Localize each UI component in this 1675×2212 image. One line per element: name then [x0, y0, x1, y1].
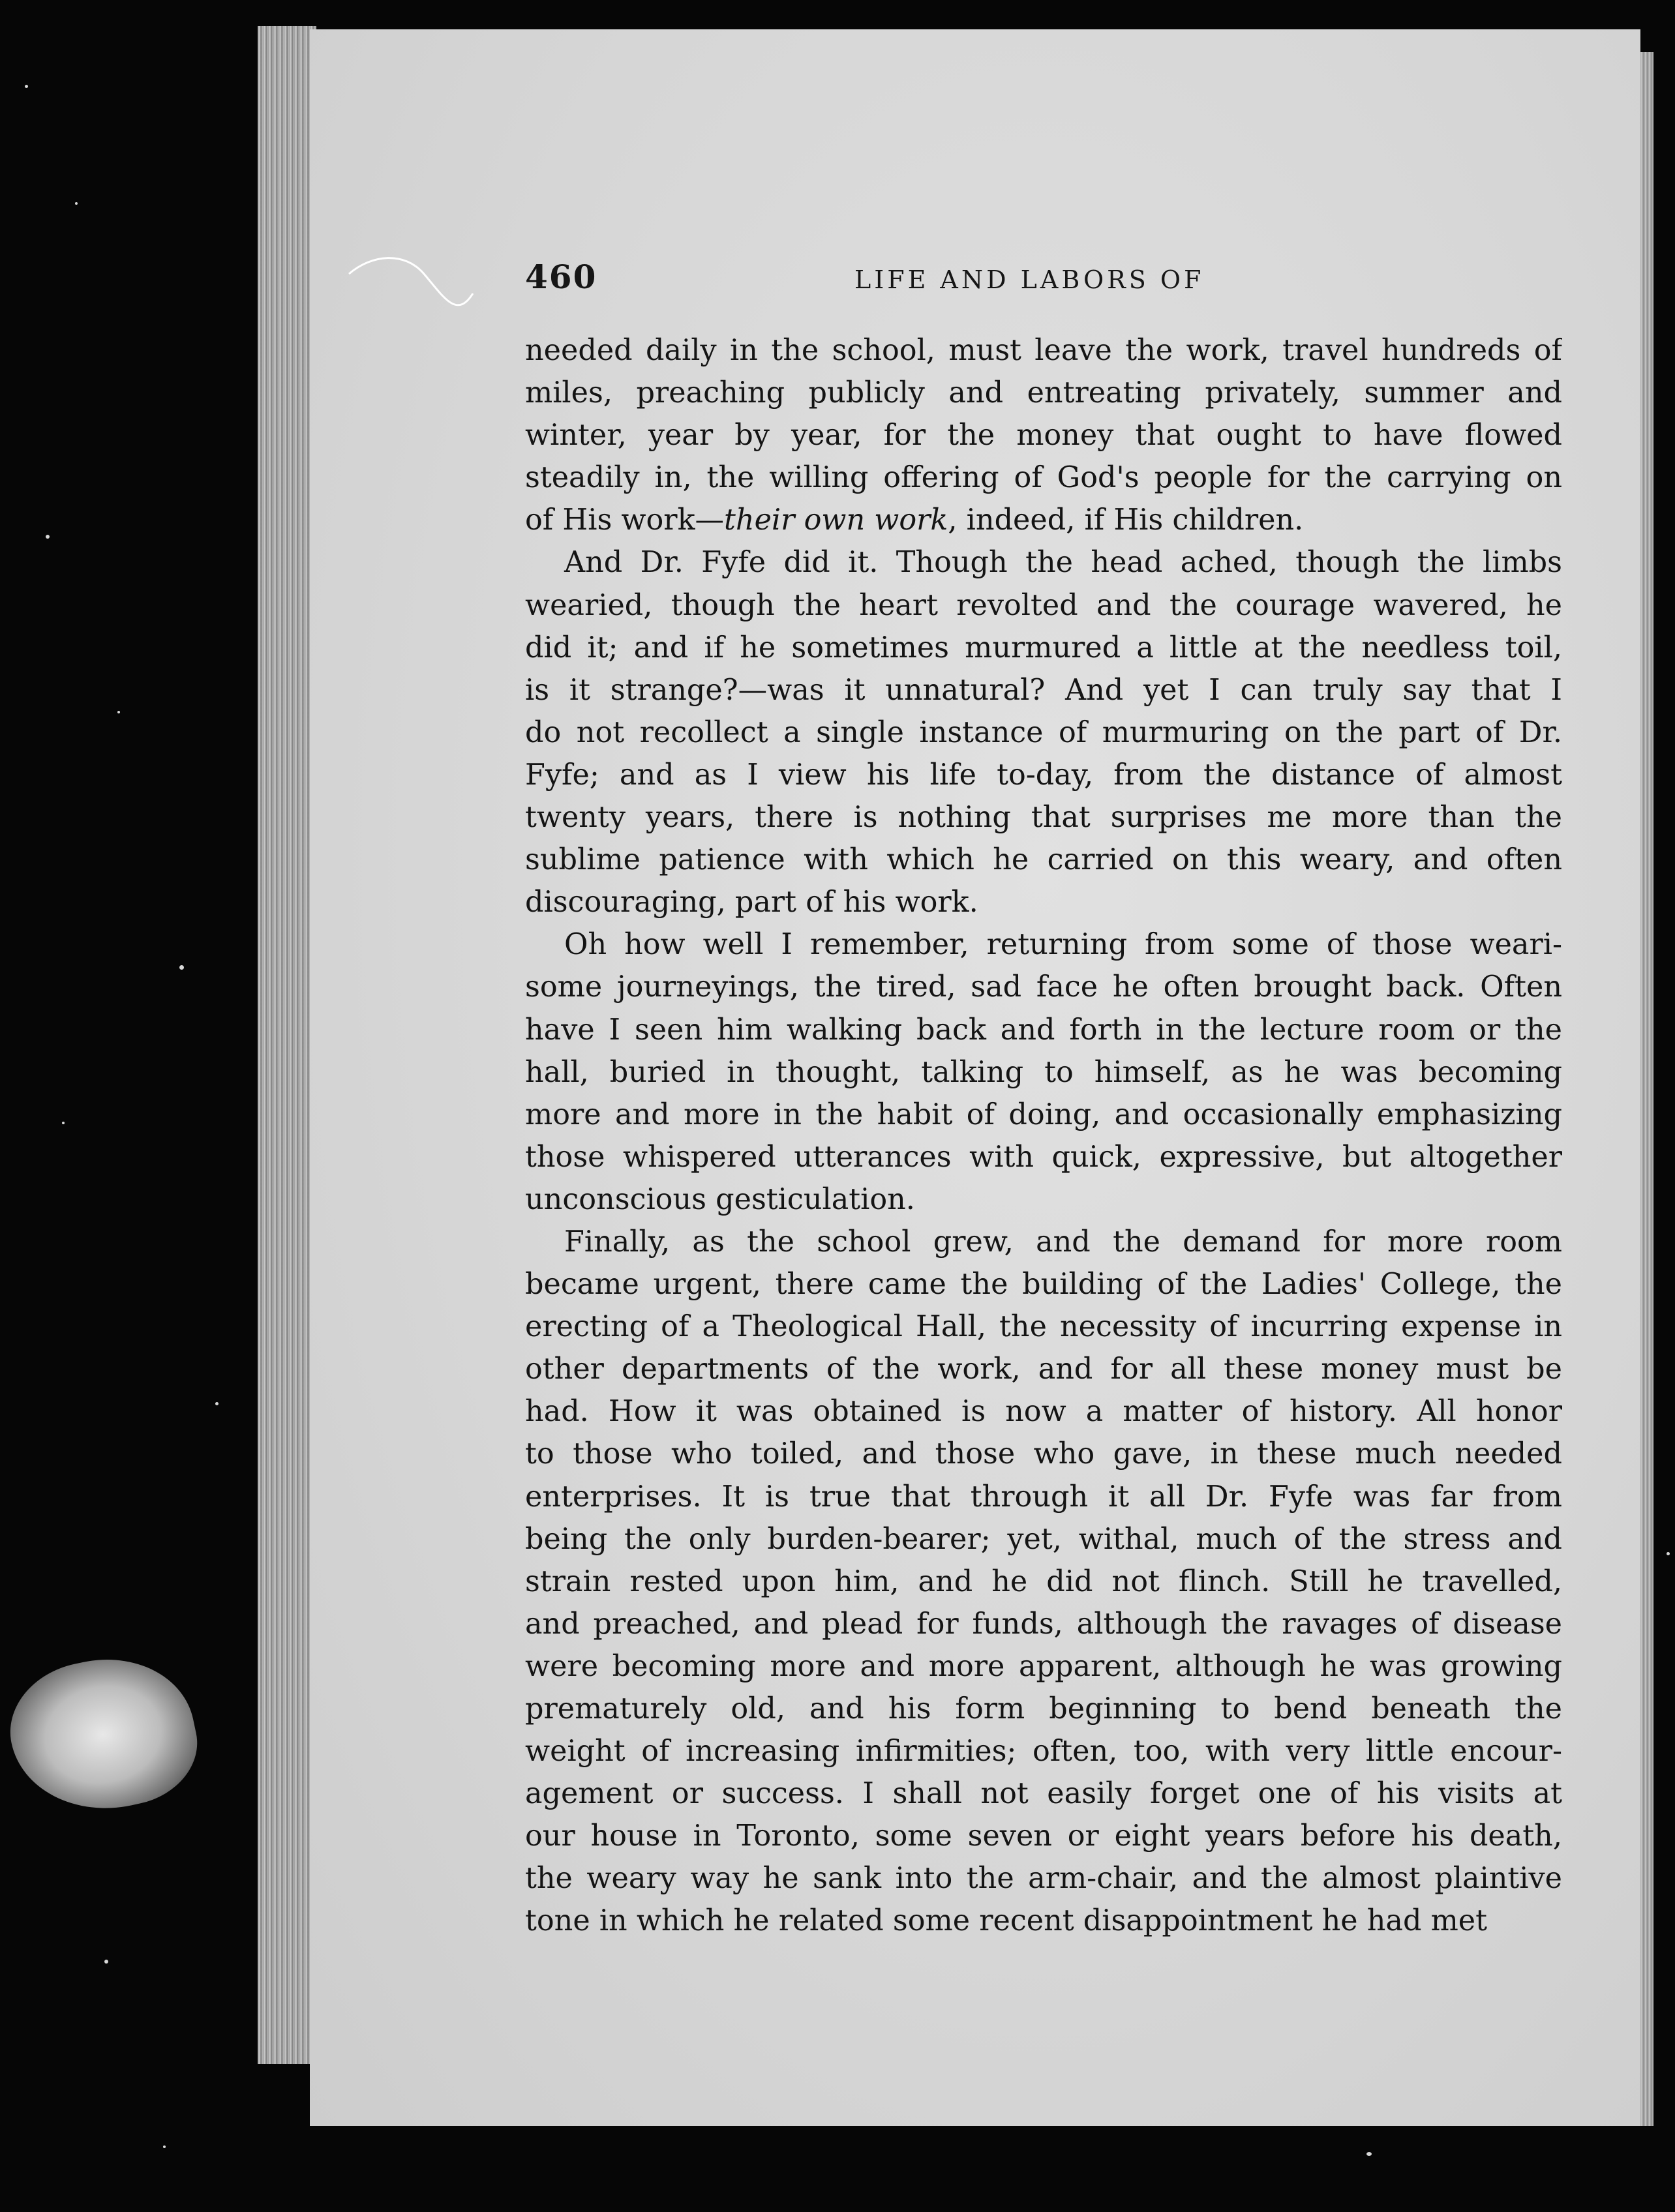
- text-line: strain rested upon him, and he did not flinch. Still he travelled,: [525, 1564, 1562, 1598]
- dust-speck: [117, 711, 120, 713]
- text-line: our house in Toronto, some seven or eight years before his death,: [525, 1819, 1562, 1853]
- text-line: more and more in the habit of doing, and occasionally emphasizing: [525, 1098, 1562, 1131]
- text-line: weight of increasing infirmities; often, too, with very little encour-: [525, 1735, 1562, 1769]
- text-line: sublime patience with which he carried on this weary, and often: [525, 843, 1562, 877]
- text-line: do not recollect a single instance of murmuring on the part of Dr.: [525, 715, 1562, 749]
- dust-speck: [1667, 1552, 1670, 1555]
- dust-speck: [1366, 2152, 1372, 2156]
- text-line: other departments of the work, and for all these money must be: [525, 1353, 1562, 1386]
- text-line: being the only burden-bearer; yet, withal, much of the stress and: [525, 1522, 1562, 1556]
- page-header: [525, 258, 1569, 303]
- text-line: and preached, and plead for funds, although the ravages of disease: [525, 1607, 1562, 1641]
- text-line: erecting of a Theological Hall, the necessity of incurring expense in: [525, 1310, 1562, 1344]
- text-line: prematurely old, and his form beginning to bend beneath the: [525, 1692, 1562, 1726]
- running-head: LIFE AND LABORS OF: [854, 265, 1205, 294]
- text-line: steadily in, the willing offering of God's people for the carrying on: [525, 461, 1562, 495]
- dust-speck: [25, 85, 28, 88]
- text-line: Fyfe; and as I view his life to-day, from the distance of almost: [525, 758, 1562, 792]
- text-line: miles, preaching publicly and entreating privately, summer and: [525, 376, 1562, 410]
- dust-speck: [179, 965, 184, 970]
- dust-speck: [62, 1122, 65, 1124]
- dust-speck: [46, 535, 50, 539]
- dust-speck: [75, 202, 78, 205]
- text-line: enterprises. It is true that through it all Dr. Fyfe was far from: [525, 1480, 1562, 1514]
- text-line: those whispered utterances with quick, expressive, but altogether: [525, 1140, 1562, 1174]
- text-line: had. How it was obtained is now a matter of history. All honor: [525, 1395, 1562, 1429]
- dust-speck: [163, 2145, 166, 2148]
- text-line: And Dr. Fyfe did it. Though the head ached, though the limbs: [564, 546, 1562, 580]
- text-line: became urgent, there came the building of the Ladies' College, the: [525, 1268, 1562, 1302]
- text-line: the weary way he sank into the arm-chair, and the almost plaintive: [525, 1862, 1562, 1896]
- text-line: some journeyings, the tired, sad face he often brought back. Often: [525, 970, 1562, 1004]
- text-line: unconscious gesticulation.: [525, 1182, 915, 1216]
- text-line: wearied, though the heart revolted and the courage wavered, he: [525, 588, 1562, 622]
- text-line: Oh how well I remember, returning from some of those weari-: [564, 928, 1562, 962]
- text-line: tone in which he related some recent disappointment he had met: [525, 1904, 1487, 1938]
- text-line: of His work—their own work, indeed, if His children.: [525, 503, 1304, 537]
- text-line: winter, year by year, for the money that ought to have flowed: [525, 419, 1562, 453]
- text-line: is it strange?—was it unnatural? And yet I can truly say that I: [525, 673, 1562, 707]
- text-line: did it; and if he sometimes murmured a little at the needless toil,: [525, 631, 1562, 665]
- dust-speck: [104, 1960, 108, 1964]
- text-line: needed daily in the school, must leave the work, travel hundreds of: [525, 334, 1562, 367]
- text-line: twenty years, there is nothing that surprises me more than the: [525, 801, 1562, 835]
- text-line: were becoming more and more apparent, although he was growing: [525, 1649, 1562, 1683]
- text-line: Finally, as the school grew, and the demand for more room: [564, 1225, 1562, 1259]
- text-line: discouraging, part of his work.: [525, 886, 978, 919]
- dust-speck: [215, 1402, 219, 1405]
- body-text: [525, 329, 1562, 1943]
- text-line: have I seen him walking back and forth in the lecture room or the: [525, 1013, 1562, 1047]
- text-line: to those who toiled, and those who gave, in these much needed: [525, 1437, 1562, 1471]
- page-number: 460: [525, 258, 597, 296]
- page-edges-left: [258, 26, 316, 2064]
- paper-fragment-stain: [0, 1642, 208, 1827]
- scratch-mark: [346, 248, 476, 326]
- text-line: hall, buried in thought, talking to himself, as he was becoming: [525, 1055, 1562, 1089]
- text-line: agement or success. I shall not easily forget one of his visits at: [525, 1777, 1562, 1811]
